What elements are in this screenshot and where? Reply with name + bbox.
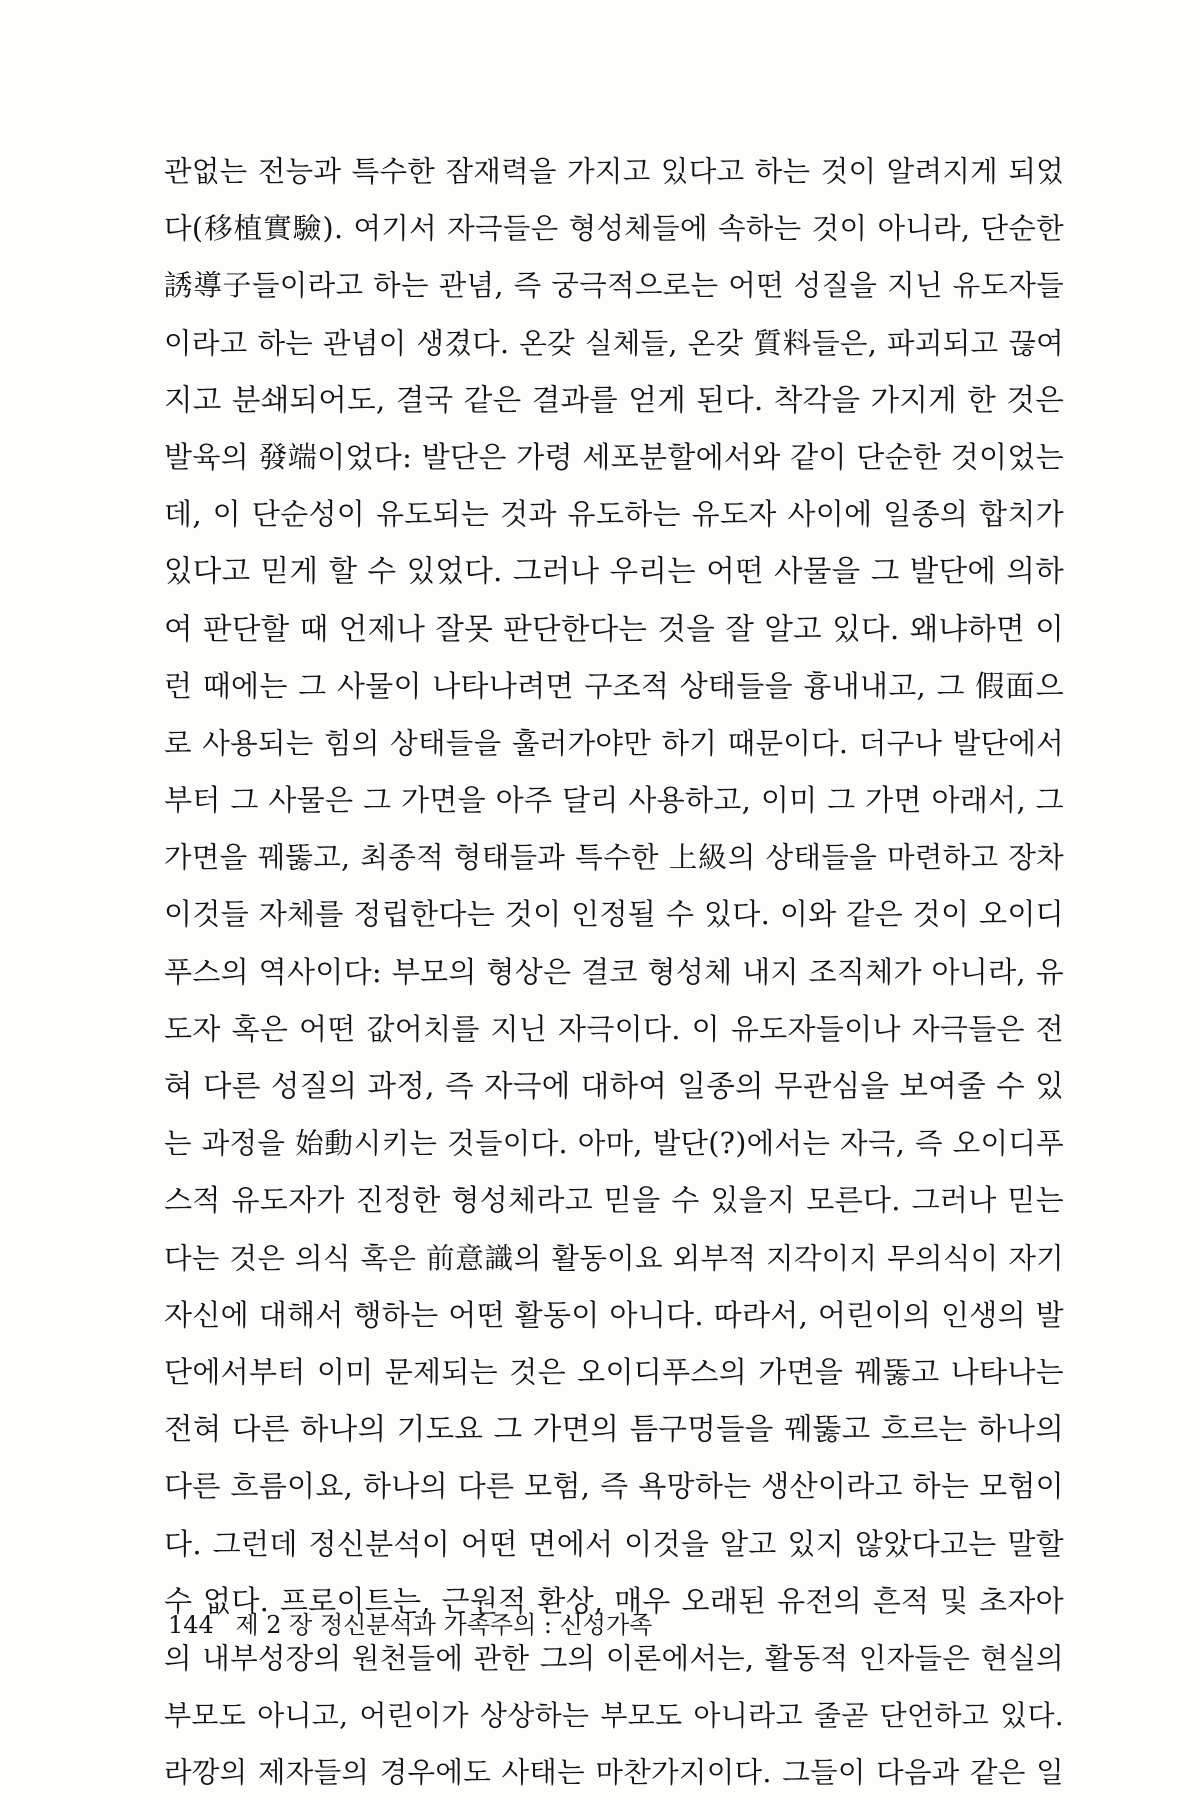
page-number: 144 — [168, 1611, 214, 1639]
text-line: 스적 유도자가 진정한 형성체라고 믿을 수 있을지 모른다. 그러나 믿는 — [164, 1183, 1064, 1218]
text-line: 는 과정을 始動시키는 것들이다. 아마, 발단(?)에서는 자극, 즉 오이디푸 — [164, 1127, 1064, 1161]
text-line: 있다고 믿게 할 수 있었다. 그러나 우리는 어떤 사물을 그 발단에 의하 — [164, 554, 1064, 589]
text-line: 자신에 대해서 행하는 어떤 활동이 아니다. 따라서, 어린이의 인생의 발 — [164, 1297, 1064, 1332]
text-line: 관없는 전능과 특수한 잠재력을 가지고 있다고 하는 것이 알려지게 되었 — [164, 155, 1064, 188]
text-line: 이것들 자체를 정립한다는 것이 인정될 수 있다. 이와 같은 것이 오이디 — [164, 897, 1064, 932]
text-line: 전혀 다른 하나의 기도요 그 가면의 틈구멍들을 꿰뚫고 흐르는 하나의 — [164, 1412, 1064, 1447]
text-line: 혀 다른 성질의 과정, 즉 자극에 대하여 일종의 무관심을 보여줄 수 있 — [164, 1069, 1064, 1103]
text-line: 다(移植實驗). 여기서 자극들은 형성체들에 속하는 것이 아니라, 단순한 — [164, 212, 1064, 246]
text-line: 데, 이 단순성이 유도되는 것과 유도하는 유도자 사이에 일종의 합치가 — [164, 497, 1064, 532]
text-line: 誘導子들이라고 하는 관념, 즉 궁극적으로는 어떤 성질을 지닌 유도자들 — [164, 269, 1064, 303]
text-line: 로 사용되는 힘의 상태들을 훌러가야만 하기 때문이다. 더구나 발단에서 — [164, 726, 1064, 760]
text-line: 지고 분쇄되어도, 결국 같은 결과를 얻게 된다. 착각을 가지게 한 것은 — [164, 382, 1064, 417]
text-line: 부터 그 사물은 그 가면을 아주 달리 사용하고, 이미 그 가면 아래서, 그 — [164, 783, 1064, 818]
text-line: 라깡의 제자들의 경우에도 사태는 마찬가지이다. 그들이 다음과 같은 일 — [164, 1756, 1064, 1790]
text-line: 부모도 아니고, 어린이가 상상하는 부모도 아니라고 줄곧 단언하고 있다. — [164, 1699, 1064, 1733]
text-line: 수 없다. 프로이트는, 근원적 환상, 매우 오래된 유전의 흔적 및 초자아 — [164, 1583, 1064, 1618]
text-line: 발육의 發端이었다: 발단은 가령 세포분할에서와 같이 단순한 것이었는 — [164, 439, 1064, 474]
text-line: 도자 혹은 어떤 값어치를 지닌 자극이다. 이 유도자들이나 자극들은 전 — [164, 1011, 1064, 1046]
running-title: 제 2 장 정신분석과 가족주의 : 신성가족 — [235, 1611, 653, 1639]
text-line: 다른 흐름이요, 하나의 다른 모험, 즉 욕망하는 생산이라고 하는 모험이 — [164, 1469, 1064, 1504]
text-line: 단에서부터 이미 문제되는 것은 오이디푸스의 가면을 꿰뚫고 나타나는 — [164, 1354, 1064, 1389]
text-line: 여 판단할 때 언제나 잘못 판단한다는 것을 잘 알고 있다. 왜냐하면 이 — [164, 611, 1064, 646]
text-line: 런 때에는 그 사물이 나타나려면 구조적 상태들을 흉내내고, 그 假面으 — [164, 668, 1064, 703]
page-footer — [168, 1605, 652, 1640]
text-line: 가면을 꿰뚫고, 최종적 형태들과 특수한 上級의 상태들을 마련하고 장차 — [164, 841, 1064, 875]
text-line: 이라고 하는 관념이 생겼다. 온갖 실체들, 온갖 質料들은, 파괴되고 끊여 — [164, 326, 1064, 360]
text-line: 다. 그런데 정신분석이 어떤 면에서 이것을 알고 있지 않았다고는 말할 — [164, 1526, 1064, 1561]
text-line: 의 내부성장의 원천들에 관한 그의 이론에서는, 활동적 인자들은 현실의 — [164, 1641, 1064, 1675]
text-line: 푸스의 역사이다: 부모의 형상은 결코 형성체 내지 조직체가 아니라, 유 — [164, 954, 1064, 989]
text-line: 다는 것은 의식 혹은 前意識의 활동이요 외부적 지각이지 무의식이 자기 — [164, 1241, 1064, 1275]
body-text — [164, 143, 1064, 1801]
